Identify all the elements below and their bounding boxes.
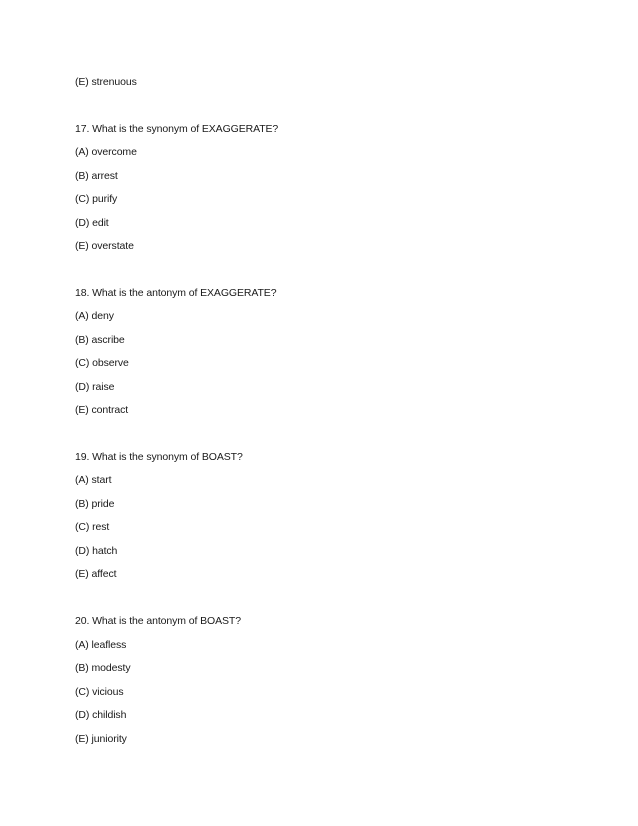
question-20-option-d: (D) childish: [75, 709, 127, 721]
question-19-prompt: 19. What is the synonym of BOAST?: [75, 451, 243, 463]
question-18-option-e: (E) contract: [75, 404, 129, 416]
question-20-option-a: (A) leafless: [75, 639, 127, 651]
question-17-option-a: (A) overcome: [75, 146, 137, 158]
previous-question-option-e: (E) strenuous: [75, 76, 137, 88]
question-20-prompt: 20. What is the antonym of BOAST?: [75, 615, 241, 627]
question-17-option-b: (B) arrest: [75, 170, 118, 182]
question-19-option-b: (B) pride: [75, 498, 115, 510]
question-19-option-c: (C) rest: [75, 521, 110, 533]
question-20-option-c: (C) vicious: [75, 686, 124, 698]
question-19-option-d: (D) hatch: [75, 545, 118, 557]
question-18-prompt: 18. What is the antonym of EXAGGERATE?: [75, 287, 277, 299]
question-17-prompt: 17. What is the synonym of EXAGGERATE?: [75, 123, 279, 135]
question-17-option-d: (D) edit: [75, 217, 109, 229]
question-18-option-d: (D) raise: [75, 381, 115, 393]
question-17-option-c: (C) purify: [75, 193, 118, 205]
question-18-option-b: (B) ascribe: [75, 334, 125, 346]
question-18-option-c: (C) observe: [75, 357, 129, 369]
question-18-option-a: (A) deny: [75, 310, 114, 322]
question-17-option-e: (E) overstate: [75, 240, 134, 252]
question-19-option-e: (E) affect: [75, 568, 117, 580]
question-20-option-b: (B) modesty: [75, 662, 131, 674]
question-20-option-e: (E) juniority: [75, 733, 127, 745]
question-19-option-a: (A) start: [75, 474, 112, 486]
